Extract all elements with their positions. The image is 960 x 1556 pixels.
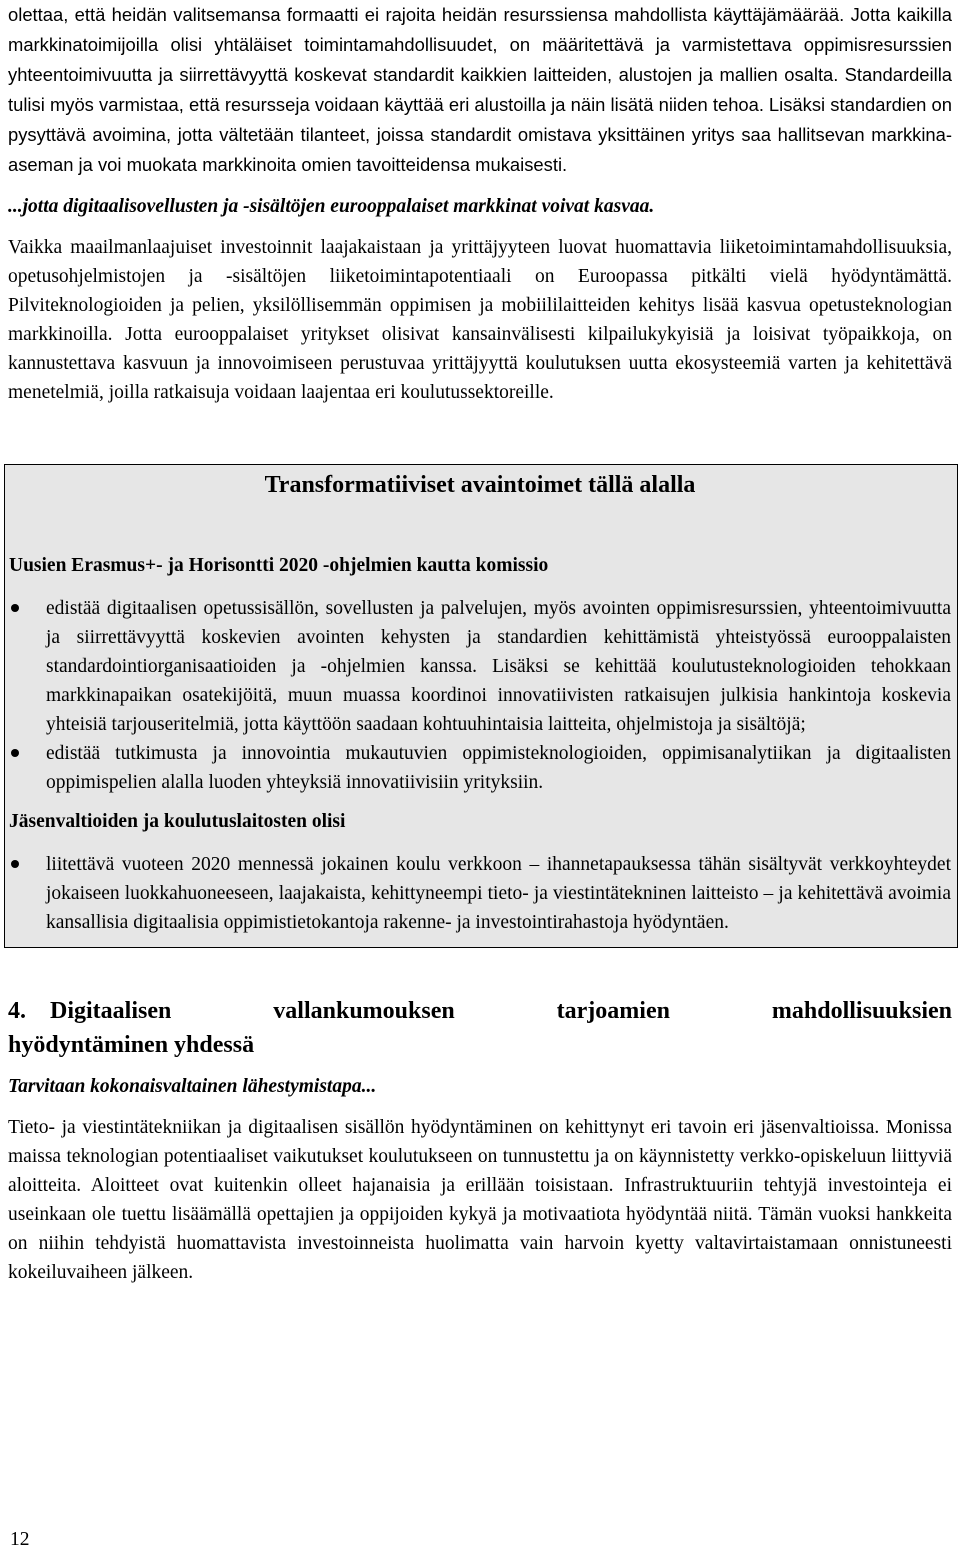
box-group1-title: Uusien Erasmus+- ja Horisontti 2020 -ohjelmien kautta komissio — [9, 555, 549, 576]
list-item — [9, 850, 951, 937]
list-item-text: edistää digitaalisen opetussisällön, sovellusten ja palvelujen, myös avointen oppimisresurssien, yhteentoimivuutta ja siirrettävyyttä koskevien avointen kehysten ja standardien kehittämistä yhteistyössä eurooppalaisten standardointiorganisaatioiden ja -ohjelmien kanssa. Lisäksi se kehittää koulutusteknologioiden tehokkaan markkinapaikan osatekijöitä, muun muassa koordinoi innovatiivisten ratkaisujen julkisia hankintoja koskevia yhteisiä tarjouseritelmiä, jotta käyttöön saadaan kohtuuhintaisia laitteita, ohjelmistoja ja sisältöjä; — [46, 598, 951, 735]
section-title-word: vallankumouksen — [273, 998, 455, 1024]
subheading-digital-markets: ...jotta digitaalisovellusten ja -sisältöjen eurooppalaiset markkinat voivat kasvaa. — [8, 196, 655, 217]
section-4-heading — [8, 994, 952, 1062]
box-group2-title: Jäsenvaltioiden ja koulutuslaitosten olisi — [9, 811, 346, 832]
section-4-heading-line2: hyödyntäminen yhdessä — [8, 1032, 255, 1058]
list-item — [9, 594, 951, 739]
key-actions-box — [4, 464, 958, 948]
intro-paragraph-part1: olettaa, että heidän valitsemansa formaatti ei rajoita heidän resurssiensa mahdollista käyttäjämäärää. Jotta kaikilla markkinatoimijoilla olisi yhtäläiset toimintamahdollisuudet, on määritettävä ja varmistettava oppimisresurssien yhteentoimivuutta ja siirrettävyyttä koskevat standardit kaikkien laitteiden, alustojen ja mallien osalta. — [8, 4, 952, 85]
intro-paragraph-part3: Lisäksi standardien on pysyttävä avoimina, jotta vältetään tilanteet, joissa standardit omistava yksittäinen yritys saa hallitsevan markkina-aseman ja voi muokata markkinoita omien tavoitteidensa mukaisesti. — [8, 94, 953, 175]
intro-paragraph-part2: Standardeilla tulisi myös varmistaa, että resursseja voidaan käyttää eri alustoilla ja näin lisätä niiden tehoa. — [8, 64, 953, 115]
intro-paragraph — [8, 0, 952, 180]
box-group2-list — [9, 850, 951, 937]
bullet-icon — [11, 749, 19, 757]
list-item — [9, 739, 951, 797]
list-item-text: liitettävä vuoteen 2020 mennessä jokainen koulu verkkoon – ihannetapauksessa tähän sisältyvät verkkoyhteydet jokaiseen luokkahuoneeseen, laajakaista, kehittyneempi tieto- ja viestintätekninen laitteisto – ja kehitettävä avoimia kansallisia digitaalisia oppimistietokantoja rakenne- ja investointirahastoja hyödyntäen. — [46, 854, 951, 933]
bullet-icon — [11, 604, 19, 612]
list-item-text: edistää tutkimusta ja innovointia mukautuvien oppimisteknologioiden, oppimisanalytiikan ja digitaalisten oppimispelien alalla luoden yhteyksiä innovatiivisiin yrityksiin. — [46, 743, 951, 793]
section-4-subheading: Tarvitaan kokonaisvaltainen lähestymistapa... — [8, 1076, 377, 1097]
section-4-paragraph: Tieto- ja viestintätekniikan ja digitaalisen sisällön hyödyntäminen on kehittynyt eri tavoin eri jäsenvaltioissa. Monissa maissa teknologian potentiaaliset vaikutukset koulutukseen on tunnustettu ja on käynnistetty verkko-opiskeluun liittyviä aloitteita. Aloitteet ovat kuitenkin olleet hajanaisia ja erillään toisistaan. Infrastruktuuriin tehtyjä investointeja ei useinkaan ole tuettu lisäämällä opettajien ja oppijoiden kykyä ja motivaatiota hyödyntää niitä. Tämän vuoksi hankkeita on niihin tehdyistä huomattavista investoinneista huolimatta vain harvoin kyetty valtavirtaistamaan onnistuneesti kokeiluvaiheen jälkeen. — [8, 1117, 952, 1283]
bullet-icon — [11, 860, 19, 868]
box-title: Transformatiiviset avaintoimet tällä alalla — [264, 472, 696, 498]
box-group1-list — [9, 594, 951, 797]
section-number: 4. — [8, 998, 26, 1024]
section-4-heading-line1 — [8, 994, 952, 1028]
section-title-word: mahdollisuuksien — [771, 998, 952, 1024]
paragraph-investments: Vaikka maailmanlaajuiset investoinnit laajakaistaan ja yrittäjyyteen luovat huomattavia liiketoimintamahdollisuuksia, opetusohjelmistojen ja -sisältöjen liiketoimintapotentiaali on Euroopassa pitkälti vielä hyödyntämättä. Pilviteknologioiden ja pelien, yksilöllisemmän oppimisen ja mobiililaitteiden kehitys lisää kasvua opetusteknologian markkinoilla. Jotta eurooppalaiset yritykset olisivat kansainvälisesti kilpailukykyisiä ja loisivat työpaikkoja, on kannustettava kasvuun ja innovoimiseen perustuvaa yrittäjyyttä koulutuksen uutta ekosysteemiä varten ja kehitettävä menetelmiä, joilla ratkaisuja voidaan laajentaa eri koulutussektoreille. — [8, 237, 952, 403]
section-title-word: tarjoamien — [556, 998, 670, 1024]
document-page — [8, 0, 952, 1287]
section-4-number-and-word — [8, 994, 171, 1028]
page-number: 12 — [10, 1529, 30, 1550]
section-title-word: Digitaalisen — [50, 998, 172, 1024]
